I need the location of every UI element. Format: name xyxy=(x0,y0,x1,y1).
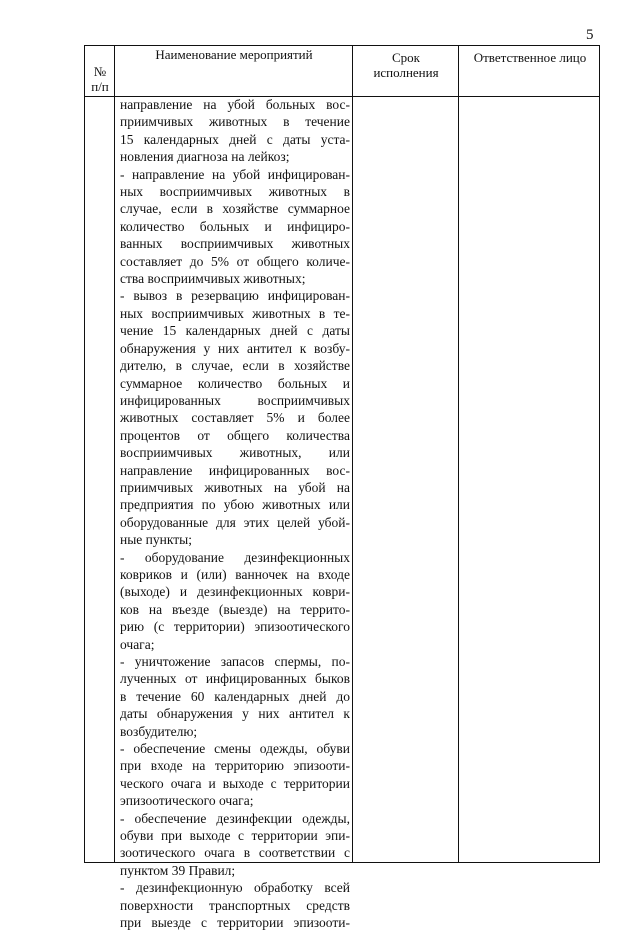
measure-text-line: при входе на территорию эпизооти- xyxy=(120,758,350,774)
measure-text-line: ков на въезде (выезде) на террито- xyxy=(120,601,350,617)
measure-text-line: ные пункты; xyxy=(120,532,192,548)
measure-text-line: ческого очага и выходе с территории xyxy=(120,775,350,791)
measure-text-line: 15 календарных дней с даты уста- xyxy=(120,131,350,147)
measure-text-line: - вывоз в резервацию инфицирован- xyxy=(120,288,350,304)
measure-text-line: ковриков и (или) ванночек на входе xyxy=(120,566,350,582)
measure-text-line: обуви при выходе с территории эпи- xyxy=(120,828,350,844)
measure-text-line: дителю, в случае, если в хозяйстве xyxy=(120,358,350,374)
measure-text-line: направление инфицированных вос- xyxy=(120,462,350,478)
measure-text-line: предприятия по убою животных или xyxy=(120,497,350,513)
measure-text-line: количество больных и инфициро- xyxy=(120,218,350,234)
measure-text-line: пунктом 39 Правил; xyxy=(120,862,236,878)
measure-text-line: приимчивых животных на убой на xyxy=(120,479,350,495)
header-term-line2: исполнения xyxy=(373,65,439,80)
measure-text-line: новления диагноза на лейкоз; xyxy=(120,149,290,165)
page-number: 5 xyxy=(586,27,594,43)
header-name: Наименование мероприятий xyxy=(155,47,313,62)
measure-text-line: оборудованные для этих целей убой- xyxy=(120,514,350,530)
measures-cell xyxy=(115,96,353,932)
measure-text-line: восприимчивых животных, или xyxy=(120,445,350,461)
measure-text-line: - обеспечение дезинфекции одежды, xyxy=(120,810,350,826)
header-responsible: Ответственное лицо xyxy=(473,50,587,65)
measure-text-line: поверхности транспортных средств xyxy=(120,897,350,913)
measure-text-line: ных восприимчивых животных в те- xyxy=(120,305,350,321)
measure-text-line: ванных восприимчивых животных xyxy=(120,236,350,252)
measure-text-line: - направление на убой инфицирован- xyxy=(120,166,350,182)
measure-text-line: - уничтожение запасов спермы, по- xyxy=(120,654,350,669)
measure-text-line: - дезинфекционную обработку всей xyxy=(120,880,350,896)
measure-text-line: эпизоотического очага; xyxy=(120,793,254,809)
measure-text-line: - обеспечение смены одежды, обуви xyxy=(120,741,350,757)
measure-text-line: даты обнаружения у них антител к xyxy=(120,706,350,722)
measure-text-line: направление на убой больных вос- xyxy=(120,97,350,112)
measure-text-line: в течение 60 календарных дней до xyxy=(120,688,350,704)
column-divider xyxy=(458,46,459,862)
measure-text-line: лученных от инфицированных быков xyxy=(120,671,350,687)
measure-text-line: ства восприимчивых животных; xyxy=(120,271,306,287)
header-number-line2: п/п xyxy=(91,79,109,94)
measure-text-line: составляет до 5% от общего количе- xyxy=(120,253,350,269)
measure-text-line: обнаружения у них антител к возбу- xyxy=(120,340,350,356)
measure-text-line: процентов от общего количества xyxy=(120,427,350,443)
measure-text-line: приимчивых животных в течение xyxy=(120,114,350,130)
header-number-line1: № xyxy=(93,64,107,79)
measure-text-line: животных составляет 5% и более xyxy=(120,410,350,426)
measure-text-line: зоотического очага в соответствии с xyxy=(120,845,350,861)
measure-text-line: чение 15 календарных дней с даты xyxy=(120,323,350,339)
measure-text-line: при выезде с территории эпизооти- xyxy=(120,915,350,931)
measure-text-line: инфицированных восприимчивых xyxy=(120,392,350,408)
measure-text-line: рию (с территории) эпизоотического xyxy=(120,619,350,635)
header-term xyxy=(353,46,459,96)
measure-text-line: ных восприимчивых животных в xyxy=(120,184,350,200)
measure-text-line: очага; xyxy=(120,636,155,652)
measure-text-line: - оборудование дезинфекционных xyxy=(120,549,350,565)
measure-text-line: (выходе) и дезинфекционных коври- xyxy=(120,584,350,600)
header-number xyxy=(85,46,115,96)
measure-text-line: суммарное количество больных и xyxy=(120,375,350,391)
measures-table xyxy=(84,45,600,931)
measure-text-line: возбудителю; xyxy=(120,723,198,739)
header-term-line1: Срок xyxy=(392,50,420,65)
measure-text-line: случае, если в хозяйстве суммарное xyxy=(120,201,350,217)
